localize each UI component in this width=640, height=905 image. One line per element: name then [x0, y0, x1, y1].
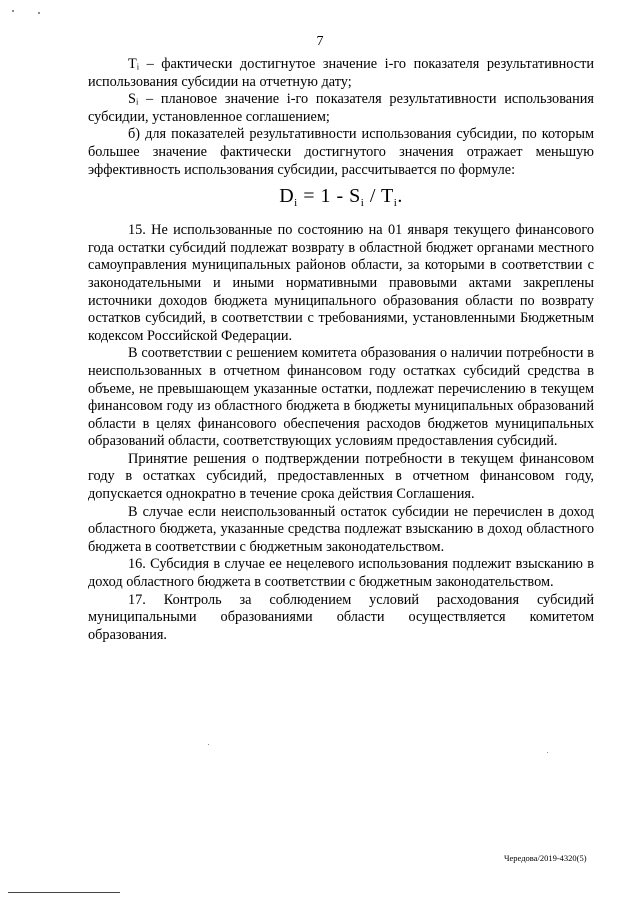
scan-speck	[12, 10, 14, 12]
paragraph-15-recovery: В случае если неиспользованный остаток субсидии не перечислен в доход областного бюджета, указанные средства подлежат взысканию в доход областного бюджета в соответствии с бюджетным законодательством.	[88, 503, 594, 555]
formula-sep: / T	[364, 185, 394, 208]
formula-middle: = 1 - S	[297, 185, 361, 208]
paragraph-17: 17. Контроль за соблюдением условий расходования субсидий муниципальными образованиями области осуществляется комитетом образования.	[88, 591, 594, 643]
paragraph-si-definition: Sᵢ – плановое значение i-го показателя результативности использования субсидии, установленное соглашением;	[88, 91, 594, 125]
page-number: 7	[316, 34, 324, 49]
paragraph-b-formula-intro: б) для показателей результативности использования субсидии, по которым большее значение фактически достигнутого значения отражает меньшую эффективность использования субсидии, рассчитывается по формуле:	[88, 126, 594, 178]
paragraph-15-committee-decision: В соответствии с решением комитета образования о наличии потребности в неиспользованных в отчетном финансовом году остатках субсидий средства в объеме, не превышающем указанные остатки, подлежат перечислению в текущем финансовом году из областного бюджета в бюджеты муниципальных образований области в целях финансового обеспечения расходов бюджетов муниципальных образований области, соответствующих условиям предоставления субсидий.	[88, 345, 594, 450]
formula-lhs-sub: i	[294, 197, 298, 210]
scan-speck	[38, 12, 40, 14]
scan-speck	[208, 744, 209, 745]
paragraph-15: 15. Не использованные по состоянию на 01 января текущего финансового года остатки субсидий подлежат возврату в областной бюджет органами местного самоуправления муниципальных районов области, за которыми в соответствии с законодательными и иными нормативными правовыми актами закреплены источники доходов бюджета муниципального образования области по возврату остатков субсидий, в соответствии с требованиями, установленными Бюджетным кодексом Российской Федерации.	[88, 222, 594, 344]
paragraph-16: 16. Субсидия в случае ее нецелевого использования подлежит взысканию в доход областного бюджета в соответствии с бюджетным законодательством.	[88, 556, 594, 591]
formula-tail: .	[397, 185, 403, 208]
scan-speck	[547, 752, 548, 753]
formula-end-sub: i	[393, 197, 398, 210]
footer-rule	[8, 892, 120, 893]
footer-document-id: Чередова/2019-4320(5)	[504, 853, 587, 863]
formula-lhs: D	[279, 185, 295, 208]
document-body	[88, 56, 594, 644]
formula	[88, 181, 594, 218]
formula-mid-sub: i	[360, 197, 365, 210]
paragraph-15-confirmation: Принятие решения о подтверждении потребности в текущем финансовом году в остатках субсидий, предоставленных в отчетном финансовом году, допускается однократно в течение срока действия Соглашения.	[88, 450, 594, 503]
paragraph-ti-definition: Tᵢ – фактически достигнутое значение i-го показателя результативности использования субсидии на отчетную дату;	[88, 56, 594, 90]
